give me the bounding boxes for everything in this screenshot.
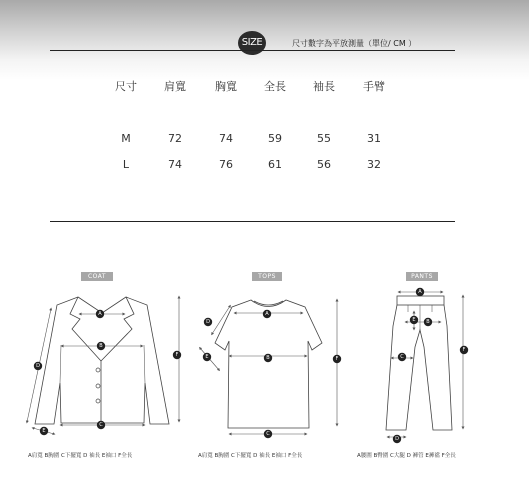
coat-marker-d-label: D <box>36 363 40 369</box>
pants-tag: PANTS <box>406 272 438 281</box>
coat-buttons <box>96 368 100 403</box>
pants-marker-a <box>416 288 424 296</box>
size-badge: SIZE <box>238 31 266 55</box>
table-cell: 56 <box>317 158 331 171</box>
coat-marker-c <box>97 421 105 429</box>
pants-marker-d-label: D <box>395 436 399 442</box>
coat-left-lapel <box>70 297 101 361</box>
tops-marker-b <box>264 354 272 362</box>
table-cell: M <box>121 132 131 145</box>
table-cell: L <box>122 158 130 171</box>
tops-diagram <box>215 300 322 428</box>
tops-marker-f-label: F <box>335 356 339 362</box>
pants-legs <box>386 305 452 430</box>
pants-marker-b <box>424 318 432 326</box>
tops-marker-e <box>203 353 211 361</box>
table-cell: 61 <box>268 158 282 171</box>
tops-outline <box>215 300 322 428</box>
column-header-length: 全長 <box>264 80 286 93</box>
column-header-size: 尺寸 <box>115 80 137 93</box>
column-header-chest: 胸寬 <box>215 80 237 93</box>
pants-diagram <box>386 296 452 430</box>
tops-marker-c-label: C <box>266 431 270 437</box>
tops-marker-a <box>263 310 271 318</box>
column-header-shoulder: 肩寬 <box>164 80 186 93</box>
coat-tag: COAT <box>81 272 113 281</box>
tops-markers <box>203 310 341 438</box>
coat-marker-e <box>40 427 48 435</box>
tops-marker-f <box>333 355 341 363</box>
tops-marker-c <box>264 430 272 438</box>
pants-marker-d <box>393 435 401 443</box>
coat-button <box>96 368 100 372</box>
coat-right-lapel <box>101 297 134 361</box>
tops-marker-d <box>204 318 212 326</box>
coat-marker-e-label: E <box>42 428 46 434</box>
pants-marker-f <box>460 346 468 354</box>
coat-marker-d <box>34 362 42 370</box>
coat-marker-a-label: A <box>98 311 102 317</box>
pants-marker-c <box>398 353 406 361</box>
pants-marker-a-label: A <box>418 289 422 295</box>
pants-caption: A腰圍 B臀圍 C大腿 D 褲管 E褲襠 F全長 <box>357 453 456 459</box>
tops-measure-lines <box>200 300 337 434</box>
table-cell: 55 <box>317 132 331 145</box>
coat-marker-f <box>173 351 181 359</box>
table-cell: 72 <box>168 132 182 145</box>
coat-marker-c-label: C <box>99 422 103 428</box>
coat-marker-a <box>96 310 104 318</box>
tops-marker-e-label: E <box>205 354 209 360</box>
pants-marker-b-label: B <box>426 319 430 325</box>
coat-marker-b <box>97 342 105 350</box>
table-cell: 31 <box>367 132 381 145</box>
coat-button <box>96 399 100 403</box>
tops-marker-a-label: A <box>265 311 269 317</box>
table-cell: 32 <box>367 158 381 171</box>
pants-marker-c-label: C <box>400 354 404 360</box>
coat-measure-lines <box>27 297 179 434</box>
coat-marker-f-label: F <box>175 352 179 358</box>
pants-marker-e-label: E <box>412 317 416 323</box>
table-cell: 74 <box>168 158 182 171</box>
coat-caption: A肩寬 B胸圍 C下擺寬 D 袖長 E袖口 F全長 <box>28 453 133 459</box>
table-cell: 76 <box>219 158 233 171</box>
table-cell: 74 <box>219 132 233 145</box>
column-header-sleeve: 袖長 <box>313 80 335 93</box>
coat-marker-b-label: B <box>99 343 103 349</box>
tops-caption: A肩寬 B胸圍 C下擺寬 D 袖長 E袖口 F全長 <box>198 453 303 459</box>
pants-marker-e <box>410 316 418 324</box>
measurement-note: 尺寸數字為平放測量（單位/ CM ） <box>292 39 417 48</box>
column-header-arm: 手臂 <box>363 80 385 93</box>
pants-waistband <box>397 296 444 305</box>
tops-tag: TOPS <box>252 272 282 281</box>
tops-marker-d-label: D <box>206 319 210 325</box>
tops-marker-b-label: B <box>266 355 270 361</box>
coat-button <box>96 384 100 388</box>
pants-marker-f-label: F <box>462 347 466 353</box>
pants-markers <box>393 288 468 443</box>
table-cell: 59 <box>268 132 282 145</box>
